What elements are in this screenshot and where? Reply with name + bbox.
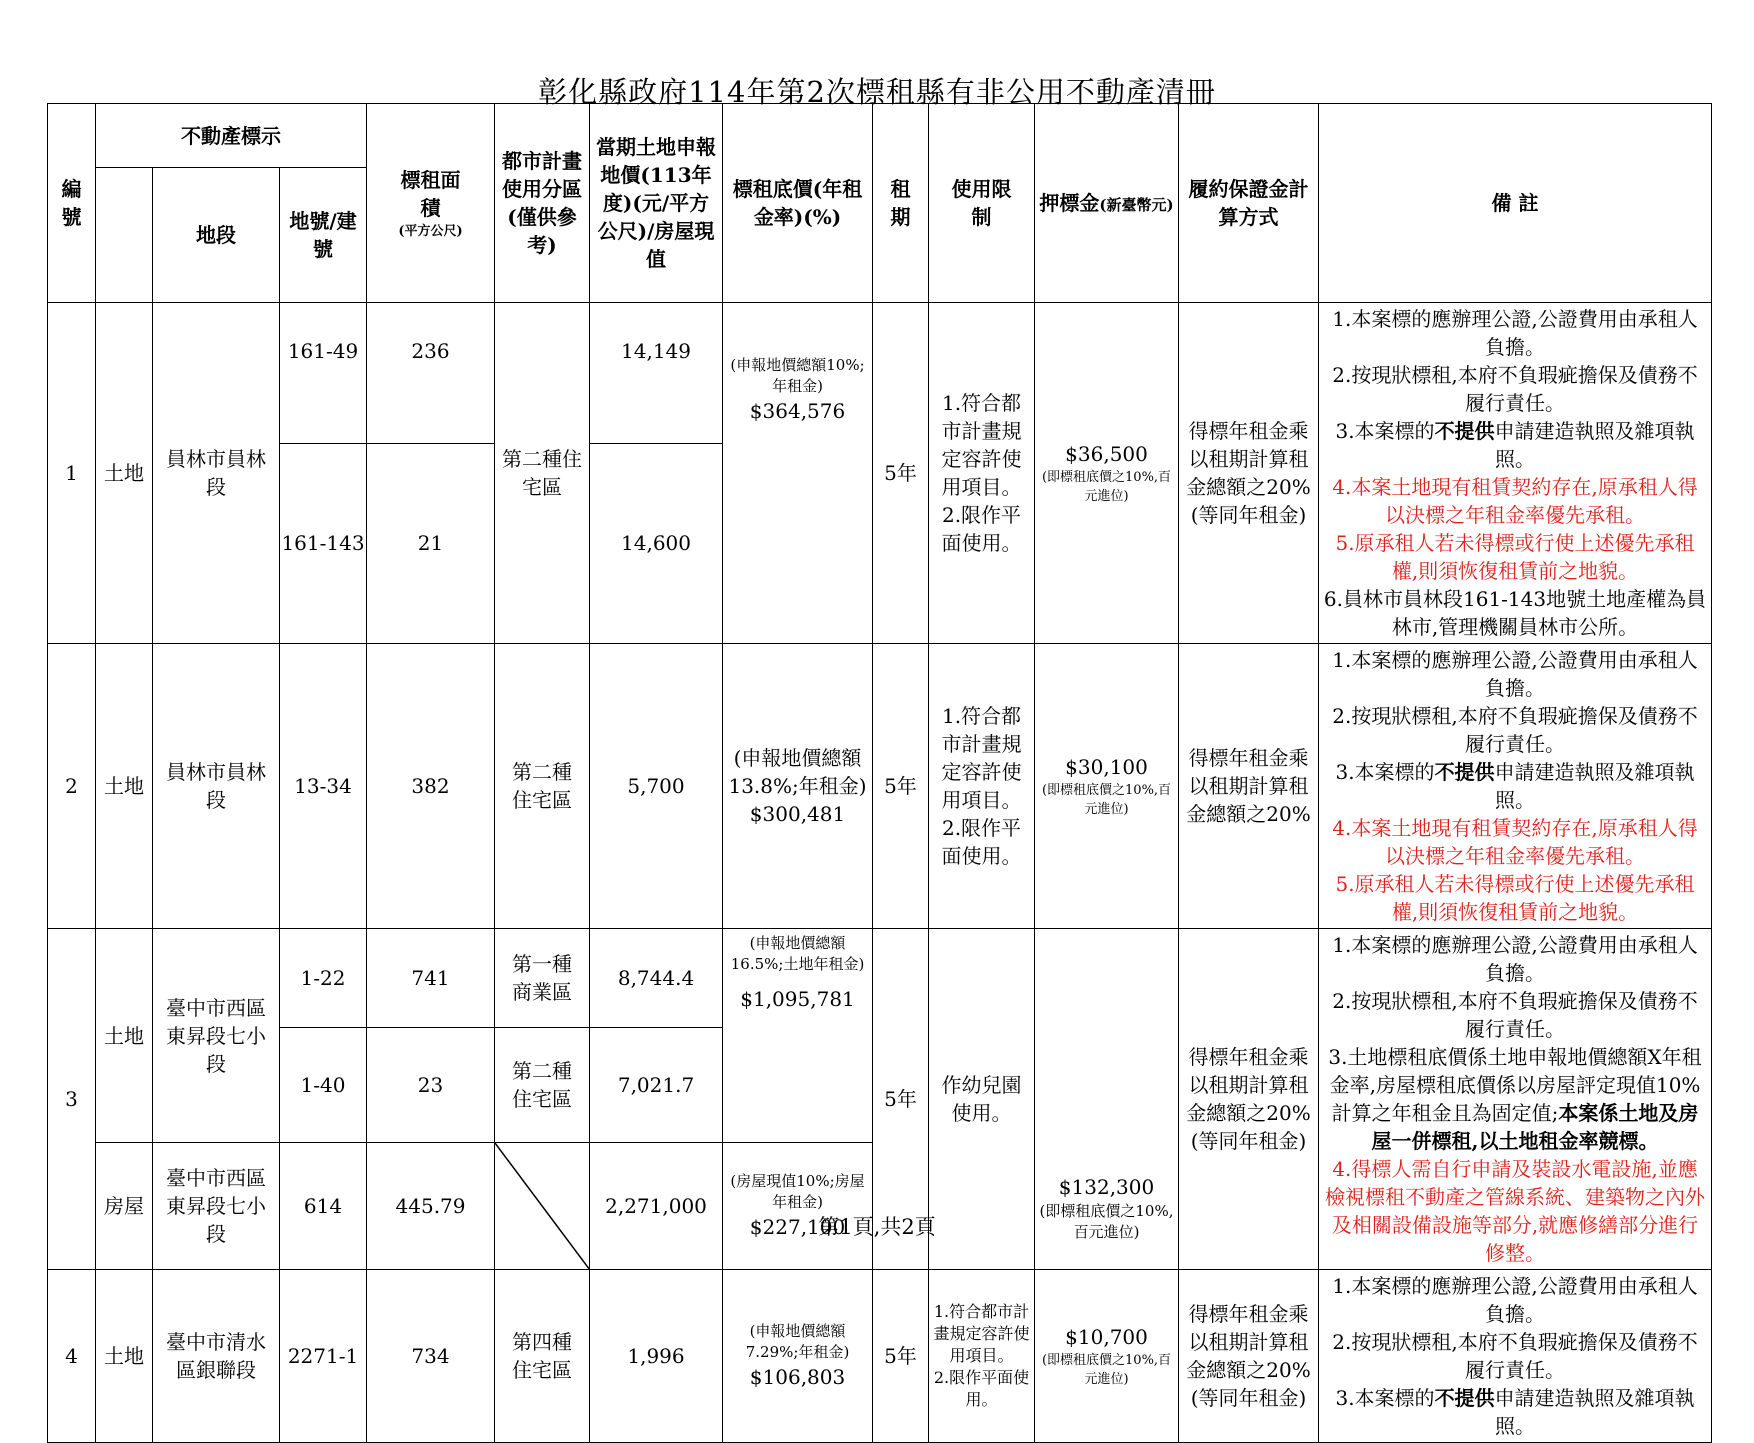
house-amount: $227,100 <box>749 1215 846 1240</box>
row-no: 1 <box>48 303 96 644</box>
row-limit <box>929 303 1035 644</box>
remark-line: 1.本案標的應辦理公證,公證費用由承租人負擔。 <box>1332 648 1698 700</box>
limit-line: 1.符合都市計畫規定容許使用項目。 <box>933 1302 1030 1365</box>
header-area-label: 標租面積 <box>400 167 461 220</box>
row-limit <box>929 1270 1035 1443</box>
remark-line: 1.本案標的應辦理公證,公證費用由承租人負擔。 <box>1332 1274 1698 1326</box>
row-base <box>723 1270 873 1443</box>
row-zoning: 第二種住宅區 <box>495 303 590 644</box>
header-area-unit: (平方公尺) <box>398 223 463 239</box>
row-base <box>723 303 873 644</box>
row-lot: 13-34 <box>280 644 367 929</box>
remark-pre: 3.本案標的 <box>1335 419 1435 443</box>
header-deposit-unit: (新臺幣元) <box>1099 196 1174 214</box>
row-area: 445.79 <box>367 1143 495 1270</box>
base-amount: $364,576 <box>749 399 846 423</box>
row-base <box>723 929 873 1143</box>
header-deposit <box>1035 104 1179 303</box>
row-area: 741 <box>367 929 495 1028</box>
diagonal-slash <box>495 1143 589 1269</box>
remark-line: 5.原承租人若未得標或行使上述優先承租權,則須恢復租賃前之地貌。 <box>1335 531 1695 583</box>
row-guarantee: 得標年租金乘以租期計算租金總額之20%(等同年租金) <box>1179 303 1319 644</box>
remark-post: 申請建造執照及雜項執照。 <box>1494 760 1695 812</box>
base-note: (申報地價總額7.29%;年租金) <box>745 1322 850 1361</box>
remark-line: 5.原承租人若未得標或行使上述優先承租權,則須恢復租賃前之地貌。 <box>1335 872 1695 924</box>
header-deposit-label: 押標金 <box>1039 191 1100 215</box>
limit-line: 2.限作平面使用。 <box>941 503 1022 555</box>
row-type: 土地 <box>96 303 153 644</box>
row-base <box>723 644 873 929</box>
row-no: 3 <box>48 929 96 1270</box>
remark-post: 申請建造執照及雜項執照。 <box>1494 419 1695 471</box>
row-limit <box>929 644 1035 929</box>
remark-pre: 3.本案標的 <box>1335 1386 1435 1410</box>
row-zoning: 第二種住宅區 <box>495 1027 590 1142</box>
remark-line: 2.按現狀標租,本府不負瑕疵擔保及債務不履行責任。 <box>1332 1330 1698 1382</box>
base-amount: $1,095,781 <box>740 987 855 1011</box>
row-lot: 161-143 <box>280 443 367 643</box>
row-area: 236 <box>367 303 495 444</box>
remark-line: 4.得標人需自行申請及裝設水電設施,並應檢視標租不動產之管線系統、建築物之內外及相關設備設施等部分,就應修繕部分進行修整。 <box>1325 1157 1706 1265</box>
row-remarks <box>1319 1270 1712 1443</box>
deposit-amount: $10,700 <box>1065 1325 1148 1349</box>
row-section: 臺中市西區東昇段七小段 <box>153 929 280 1143</box>
remark-line: 2.按現狀標租,本府不負瑕疵擔保及債務不履行責任。 <box>1332 704 1698 756</box>
row-deposit <box>1035 1270 1179 1443</box>
remark-post: 申請建造執照及雜項執照。 <box>1494 1386 1695 1438</box>
header-area <box>367 104 495 303</box>
remark-bold: 不提供 <box>1434 1386 1495 1410</box>
row-guarantee: 得標年租金乘以租期計算租金總額之20%(等同年租金) <box>1179 1270 1319 1443</box>
header-section: 地段 <box>153 168 280 303</box>
row-type: 土地 <box>96 929 153 1143</box>
row-value: 14,600 <box>590 443 723 643</box>
remark-line: 2.按現狀標租,本府不負瑕疵擔保及債務不履行責任。 <box>1332 363 1698 415</box>
row-type: 土地 <box>96 1270 153 1443</box>
remark-bold: 本案係土地及房屋一併標租,以土地租金率競標。 <box>1371 1101 1699 1153</box>
header-row <box>48 104 1712 168</box>
header-value: 當期土地申報地價(113年度)(元/平方公尺)/房屋現值 <box>590 104 723 303</box>
row-section: 臺中市清水區銀聯段 <box>153 1270 280 1443</box>
row-value: 7,021.7 <box>590 1027 723 1142</box>
limit-line: 1.符合都市計畫規定容許使用項目。 <box>941 704 1022 812</box>
row-section: 員林市員林段 <box>153 303 280 644</box>
remark-line: 4.本案土地現有租賃契約存在,原承租人得以決標之年租金率優先承租。 <box>1332 475 1698 527</box>
remark-pre: 3.土地標租底價係土地申報地價總額X年租金率,房屋標租底價係以房屋評定現值10%計算之年租金且為固定值; <box>1328 1045 1702 1125</box>
row-value: 2,271,000 <box>590 1143 723 1270</box>
limit-line: 2.限作平面使用。 <box>941 816 1022 868</box>
row-area: 734 <box>367 1270 495 1443</box>
remark-line: 1.本案標的應辦理公證,公證費用由承租人負擔。 <box>1332 933 1698 985</box>
row-value: 14,149 <box>590 303 723 444</box>
header-remark: 備 註 <box>1319 104 1712 303</box>
base-amount: $300,481 <box>749 802 846 826</box>
remark-line: 4.本案土地現有租賃契約存在,原承租人得以決標之年租金率優先承租。 <box>1332 816 1698 868</box>
row-section: 員林市員林段 <box>153 644 280 929</box>
remark-line: 2.按現狀標租,本府不負瑕疵擔保及債務不履行責任。 <box>1332 989 1698 1041</box>
deposit-note: (即標租底價之10%,百元進位) <box>1039 1202 1174 1241</box>
remark-line: 6.員林市員林段161-143地號土地產權為員林市,管理機關員林市公所。 <box>1323 587 1707 639</box>
row-deposit <box>1035 644 1179 929</box>
row-remarks <box>1319 644 1712 929</box>
header-property: 不動產標示 <box>96 104 367 168</box>
limit-line: 1.符合都市計畫規定容許使用項目。 <box>941 391 1022 499</box>
remark-line: 1.本案標的應辦理公證,公證費用由承租人負擔。 <box>1332 307 1698 359</box>
row-term: 5年 <box>873 1270 929 1443</box>
row-limit: 作幼兒園使用。 <box>929 929 1035 1270</box>
row-value: 8,744.4 <box>590 929 723 1028</box>
row-lot: 1-22 <box>280 929 367 1028</box>
row-term: 5年 <box>873 644 929 929</box>
row-value: 1,996 <box>590 1270 723 1443</box>
table-row <box>48 644 1712 929</box>
deposit-amount: $132,300 <box>1058 1175 1155 1199</box>
header-guarantee: 履約保證金計算方式 <box>1179 104 1319 303</box>
row-remarks <box>1319 303 1712 644</box>
row-lot: 614 <box>280 1143 367 1270</box>
deposit-amount: $30,100 <box>1065 755 1148 779</box>
row-zoning-empty <box>495 1143 590 1270</box>
row-zoning: 第一種商業區 <box>495 929 590 1028</box>
row-deposit <box>1035 303 1179 644</box>
row-term: 5年 <box>873 303 929 644</box>
table-row <box>48 303 1712 444</box>
deposit-amount: $36,500 <box>1065 442 1148 466</box>
page-title: 彰化縣政府114年第2次標租縣有非公用不動產清冊 <box>538 75 1216 109</box>
remark-bold: 不提供 <box>1434 760 1495 784</box>
row-lot: 1-40 <box>280 1027 367 1142</box>
deposit-note: (即標租底價之10%,百元進位) <box>1041 470 1172 504</box>
remark-bold: 不提供 <box>1434 419 1495 443</box>
row-area: 382 <box>367 644 495 929</box>
remark-pre: 3.本案標的 <box>1335 760 1435 784</box>
row-lot: 2271-1 <box>280 1270 367 1443</box>
header-type-blank <box>96 168 153 303</box>
remark-line <box>1323 758 1707 814</box>
header-no: 編號 <box>48 104 96 303</box>
property-register-table <box>47 103 1712 1443</box>
limit-line: 2.限作平面使用。 <box>933 1368 1030 1409</box>
header-lot: 地號/建號 <box>280 168 367 303</box>
base-amount: $106,803 <box>749 1365 846 1389</box>
remark-line <box>1323 1384 1707 1440</box>
remark-line <box>1323 1043 1707 1155</box>
deposit-note: (即標租底價之10%,百元進位) <box>1041 783 1172 817</box>
row-no: 4 <box>48 1270 96 1443</box>
deposit-note: (即標租底價之10%,百元進位) <box>1041 1353 1172 1387</box>
table-row <box>48 929 1712 1028</box>
row-base-house <box>723 1143 873 1270</box>
row-guarantee: 得標年租金乘以租期計算租金總額之20%(等同年租金) <box>1179 929 1319 1270</box>
row-value: 5,700 <box>590 644 723 929</box>
row-area: 23 <box>367 1027 495 1142</box>
base-note: (申報地價總額10%;年租金) <box>730 356 865 395</box>
row-no: 2 <box>48 644 96 929</box>
row-lot: 161-49 <box>280 303 367 444</box>
header-term: 租期 <box>873 104 929 303</box>
row-term: 5年 <box>873 929 929 1270</box>
house-note: (房屋現值10%;房屋年租金) <box>730 1172 865 1212</box>
table-row <box>48 1270 1712 1443</box>
header-limit: 使用限制 <box>929 104 1035 303</box>
row-section: 臺中市西區東昇段七小段 <box>153 1143 280 1270</box>
page-number: 第1頁,共2頁 <box>818 1215 936 1239</box>
row-zoning: 第四種住宅區 <box>495 1270 590 1443</box>
header-base: 標租底價(年租金率)(%) <box>723 104 873 303</box>
header-zoning: 都市計畫使用分區(僅供參考) <box>495 104 590 303</box>
base-note: (申報地價總額16.5%;土地年租金) <box>730 934 865 973</box>
row-guarantee: 得標年租金乘以租期計算租金總額之20% <box>1179 644 1319 929</box>
remark-line <box>1323 417 1707 473</box>
row-zoning: 第二種住宅區 <box>495 644 590 929</box>
row-area: 21 <box>367 443 495 643</box>
row-type: 房屋 <box>96 1143 153 1270</box>
base-note: (申報地價總額13.8%;年租金) <box>728 746 867 798</box>
row-type: 土地 <box>96 644 153 929</box>
